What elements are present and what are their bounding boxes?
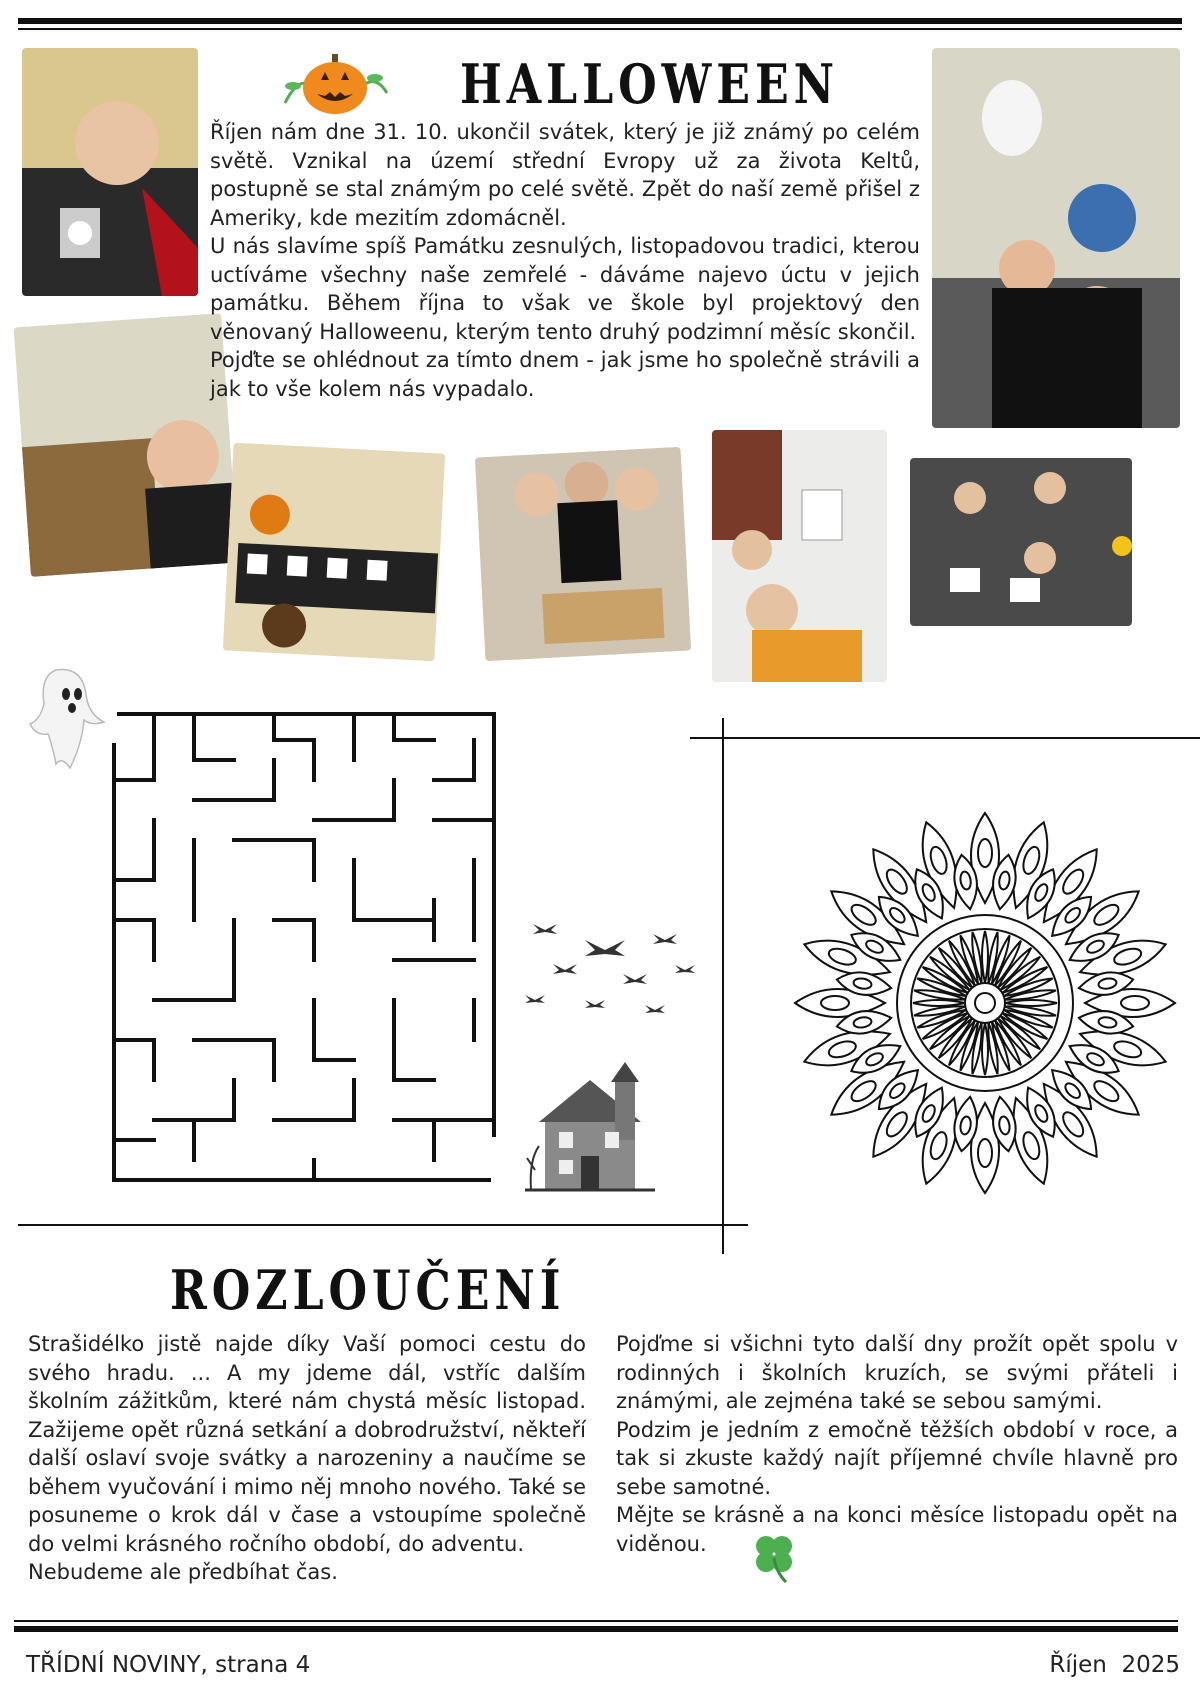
ghost-icon	[26, 664, 106, 772]
clover-icon	[746, 1528, 802, 1584]
top-rule-thin	[18, 28, 1182, 30]
farewell-right-paragraph-1: Pojďme si všichni tyto další dny prožít opět spolu v rodinných i školních kruzích, se svými přáteli i známými, ale zejména také se sebou samými.	[616, 1332, 1178, 1413]
pumpkin-icon	[275, 48, 395, 118]
section-divider	[18, 1224, 748, 1226]
mandala-frame-left	[722, 718, 724, 1254]
farewell-right-text	[616, 1330, 1178, 1558]
photo-kids-costumes	[932, 48, 1180, 428]
farewell-left-paragraph-1: Strašidélko jistě najde díky Vaší pomoci cestu do svého hradu. ... A my jdeme dál, vstříc dalším školním zážitkům, které nám chystá měsíc listopad. Zažijeme opět různá setkání a dobrodružství, někteří další oslaví svoje svátky a narozeniny a naučíme se během vyučování i mimo něj mnoho nového. Také se posuneme o krok dál v čase a vstoupíme společně do velmi krásného ročního období, do adventu.	[28, 1332, 586, 1556]
halloween-title: HALLOWEEN	[460, 52, 840, 116]
halloween-text	[210, 118, 920, 403]
photo-buffet-girl	[14, 313, 239, 577]
haunted-house-icon	[525, 1060, 655, 1195]
halloween-paragraph-2: U nás slavíme spíš Památku zesnulých, listopadovou tradici, kterou uctíváme všechny naše zemřelé - dáváme najevo úctu v jejich památku. Během října to však ve škole byl projektový den věnovaný Halloweenu, kterým tento druhý podzimní měsíc skončil.	[210, 234, 920, 344]
top-rule-thick	[18, 18, 1182, 24]
photo-table-decor	[223, 443, 446, 662]
farewell-right-paragraph-2: Podzim je jedním z emočně těžších období v roce, a tak si zkuste každý najít příjemné chvíle hlavně pro sebe samotné.	[616, 1417, 1178, 1499]
farewell-left-paragraph-2: Nebudeme ale předbíhat čas.	[28, 1560, 338, 1584]
bottom-rule-thick	[14, 1626, 1178, 1632]
footer-date: Říjen 2025	[1049, 1652, 1180, 1678]
mandala-frame-top	[690, 737, 1200, 739]
farewell-right-paragraph-3: Mějte se krásně a na konci měsíce listopadu opět na viděnou.	[616, 1503, 1178, 1556]
photo-boy-vampire	[22, 48, 198, 296]
halloween-paragraph-3: Pojďte se ohlédnout za tímto dnem - jak jsme ho společně strávili a jak to vše kolem nás vypadalo.	[210, 348, 920, 401]
maze-puzzle[interactable]	[100, 700, 505, 1200]
farewell-title: ROZLOUČENÍ	[170, 1258, 566, 1322]
bottom-rule-thin	[14, 1620, 1178, 1622]
photo-kids-wall	[712, 430, 887, 682]
footer-newsletter-page: TŘÍDNÍ NOVINY, strana 4	[26, 1652, 311, 1678]
halloween-paragraph-1: Říjen nám dne 31. 10. ukončil svátek, který je již známý po celém světě. Vznikal na území střední Evropy už za života Keltů, postupně se stal známým po celé světě. Zpět do naší země přišel z Ameriky, kde mezitím zdomácněl.	[210, 120, 920, 230]
farewell-left-text	[28, 1330, 586, 1587]
photo-kids-snacks	[475, 447, 691, 662]
photo-kids-floor	[910, 458, 1132, 626]
mandala-coloring[interactable]	[790, 808, 1180, 1198]
bats-icon	[515, 910, 710, 1030]
